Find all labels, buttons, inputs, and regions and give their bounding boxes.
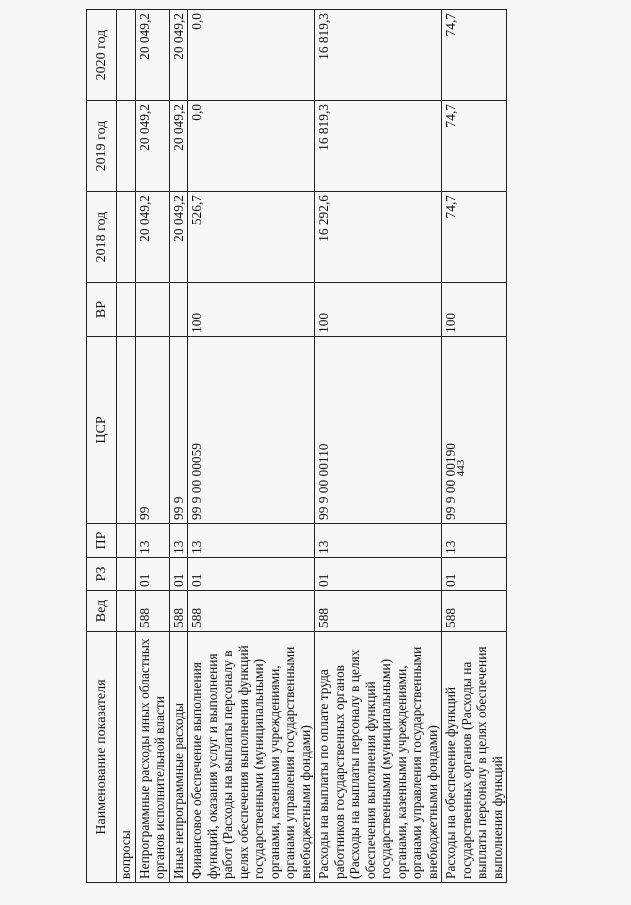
row-name: вопросы xyxy=(117,632,136,883)
row-csr: 99 9 xyxy=(169,337,188,524)
header-ved: Вед xyxy=(87,591,117,632)
row-csr: 99 9 00 00190 xyxy=(442,337,507,524)
row-ved: 588 xyxy=(135,591,169,632)
header-vr: ВР xyxy=(87,283,117,337)
row-csr: 99 9 00 00110 xyxy=(315,337,442,524)
row-vr: 100 xyxy=(315,283,442,337)
table-row xyxy=(135,10,169,883)
header-2019: 2019 год xyxy=(87,101,117,192)
row-vr xyxy=(135,283,169,337)
row-2020: 16 819,3 xyxy=(315,10,442,101)
row-2020: 0,0 xyxy=(188,10,315,101)
row-rz: 01 xyxy=(315,558,442,591)
row-pr xyxy=(117,524,136,558)
row-name: Расходы на выплаты по оплате труда работников государственных органов (Расходы на выплаты персоналу в целях обеспечения выполнения функций государственными (муниципальными) органами, казенными учреждениями, органами управления государственными внебюджетными фондами) xyxy=(315,632,442,883)
row-2018: 74,7 xyxy=(442,192,507,283)
row-rz: 01 xyxy=(135,558,169,591)
row-2019 xyxy=(117,101,136,192)
row-name: Расходы на обеспечение функций государственных органов (Расходы на выплаты персоналу в целях обеспечения выполнения функций xyxy=(442,632,507,883)
header-name: Наименование показателя xyxy=(87,632,117,883)
row-2020 xyxy=(117,10,136,101)
header-rz: РЗ xyxy=(87,558,117,591)
budget-table xyxy=(86,9,507,883)
row-name: Финансовое обеспечение выполнения функций, оказания услуг и выполнения работ (Расходы на выплаты персоналу в целях обеспечения выполнения функций государственными (муниципальными) органами, казенными учреждениями, органами управления государственными внебюджетными фондами) xyxy=(188,632,315,883)
row-2019: 20 049,2 xyxy=(169,101,188,192)
row-ved: 588 xyxy=(169,591,188,632)
row-rz: 01 xyxy=(442,558,507,591)
table-row xyxy=(315,10,442,883)
row-2018: 526,7 xyxy=(188,192,315,283)
row-2019: 16 819,3 xyxy=(315,101,442,192)
row-name: Иные непрограммные расходы xyxy=(169,632,188,883)
row-2018 xyxy=(117,192,136,283)
budget-table-container xyxy=(86,13,626,883)
header-csr: ЦСР xyxy=(87,337,117,524)
header-2018: 2018 год xyxy=(87,192,117,283)
row-pr: 13 xyxy=(169,524,188,558)
row-vr: 100 xyxy=(188,283,315,337)
row-ved: 588 xyxy=(442,591,507,632)
row-csr: 99 xyxy=(135,337,169,524)
row-rz xyxy=(117,558,136,591)
row-2020: 20 049,2 xyxy=(169,10,188,101)
row-2019: 20 049,2 xyxy=(135,101,169,192)
page-number: 443 xyxy=(455,459,467,477)
table-row xyxy=(117,10,136,883)
row-pr: 13 xyxy=(442,524,507,558)
row-vr: 100 xyxy=(442,283,507,337)
header-pr: ПР xyxy=(87,524,117,558)
row-pr: 13 xyxy=(188,524,315,558)
row-2019: 74,7 xyxy=(442,101,507,192)
row-2018: 20 049,2 xyxy=(135,192,169,283)
row-ved: 588 xyxy=(188,591,315,632)
row-pr: 13 xyxy=(135,524,169,558)
row-pr: 13 xyxy=(315,524,442,558)
row-name: Непрограммные расходы иных областных органов исполнительной власти xyxy=(135,632,169,883)
row-2018: 16 292,6 xyxy=(315,192,442,283)
row-vr xyxy=(169,283,188,337)
row-rz: 01 xyxy=(169,558,188,591)
row-2018: 20 049,2 xyxy=(169,192,188,283)
row-2019: 0,0 xyxy=(188,101,315,192)
table-row xyxy=(442,10,507,883)
row-2020: 20 049,2 xyxy=(135,10,169,101)
table-header-row xyxy=(87,10,117,883)
row-2020: 74,7 xyxy=(442,10,507,101)
table-row xyxy=(169,10,188,883)
header-2020: 2020 год xyxy=(87,10,117,101)
row-ved: 588 xyxy=(315,591,442,632)
row-ved xyxy=(117,591,136,632)
row-rz: 01 xyxy=(188,558,315,591)
row-csr xyxy=(117,337,136,524)
table-row xyxy=(188,10,315,883)
row-vr xyxy=(117,283,136,337)
row-csr: 99 9 00 00059 xyxy=(188,337,315,524)
